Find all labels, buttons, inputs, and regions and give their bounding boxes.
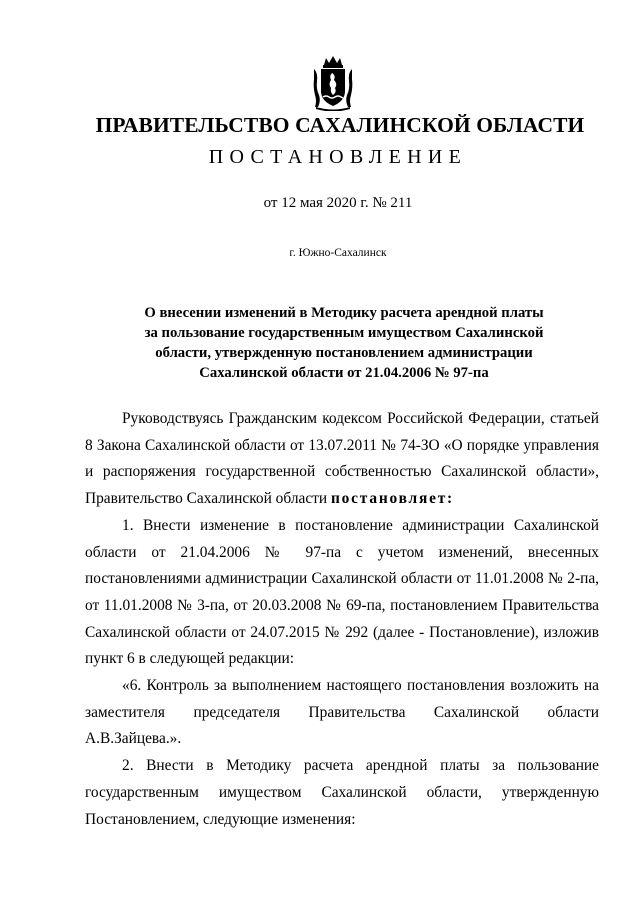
government-title: ПРАВИТЕЛЬСТВО САХАЛИНСКОЙ ОБЛАСТИ bbox=[95, 113, 585, 137]
preamble-paragraph bbox=[85, 406, 599, 513]
item-1-quote-paragraph: «6. Контроль за выполнением настоящего постановления возложить на заместителя председателя Правительства Сахалинской области А.В.Зайцева.». bbox=[85, 677, 599, 748]
document-type: ПОСТАНОВЛЕНИЕ bbox=[208, 146, 468, 168]
document-date-number: от 12 мая 2020 г. № 211 bbox=[263, 195, 413, 211]
coat-of-arms-icon bbox=[312, 55, 354, 111]
item-1-paragraph: 1. Внести изменение в постановление администрации Сахалинской области от 21.04.2006 № 97-па с учетом изменений, внесенных постановлениями администрации Сахалинской области от 11.01.2008 № 2-па, от 11.01.2008 № 3-па, от 20.03.2008 № 69-па, постановлением Правительства Сахалинской области от 24.07.2015 № 292 (далее - Постановление), изложив пункт 6 в следующей редакции: bbox=[85, 516, 599, 668]
document-subject bbox=[120, 303, 568, 383]
document-place: г. Южно-Сахалинск bbox=[289, 247, 387, 259]
document-body bbox=[85, 406, 599, 833]
decree-keyword: постановляет: bbox=[330, 490, 454, 508]
subject-line: за пользование государственным имуществом Сахалинской bbox=[144, 325, 544, 341]
item-2-paragraph: 2. Внести в Методику расчета арендной платы за пользование государственным имуществом Сахалинской области, утвержденную Постановлением, следующие изменения: bbox=[85, 757, 599, 828]
subject-line: Сахалинской области от 21.04.2006 № 97-па bbox=[199, 365, 489, 381]
preamble-text: Руководствуясь Гражданским кодексом Российской Федерации, статьей 8 Закона Сахалинской области от 13.07.2011 № 74-ЗО «О порядке управления и распоряжения государственной собственностью Сахалинской области», Правительство Сахалинской области bbox=[85, 410, 599, 508]
subject-line: области, утвержденную постановлением администрации bbox=[155, 345, 533, 361]
subject-line: О внесении изменений в Методику расчета арендной платы bbox=[144, 305, 544, 321]
